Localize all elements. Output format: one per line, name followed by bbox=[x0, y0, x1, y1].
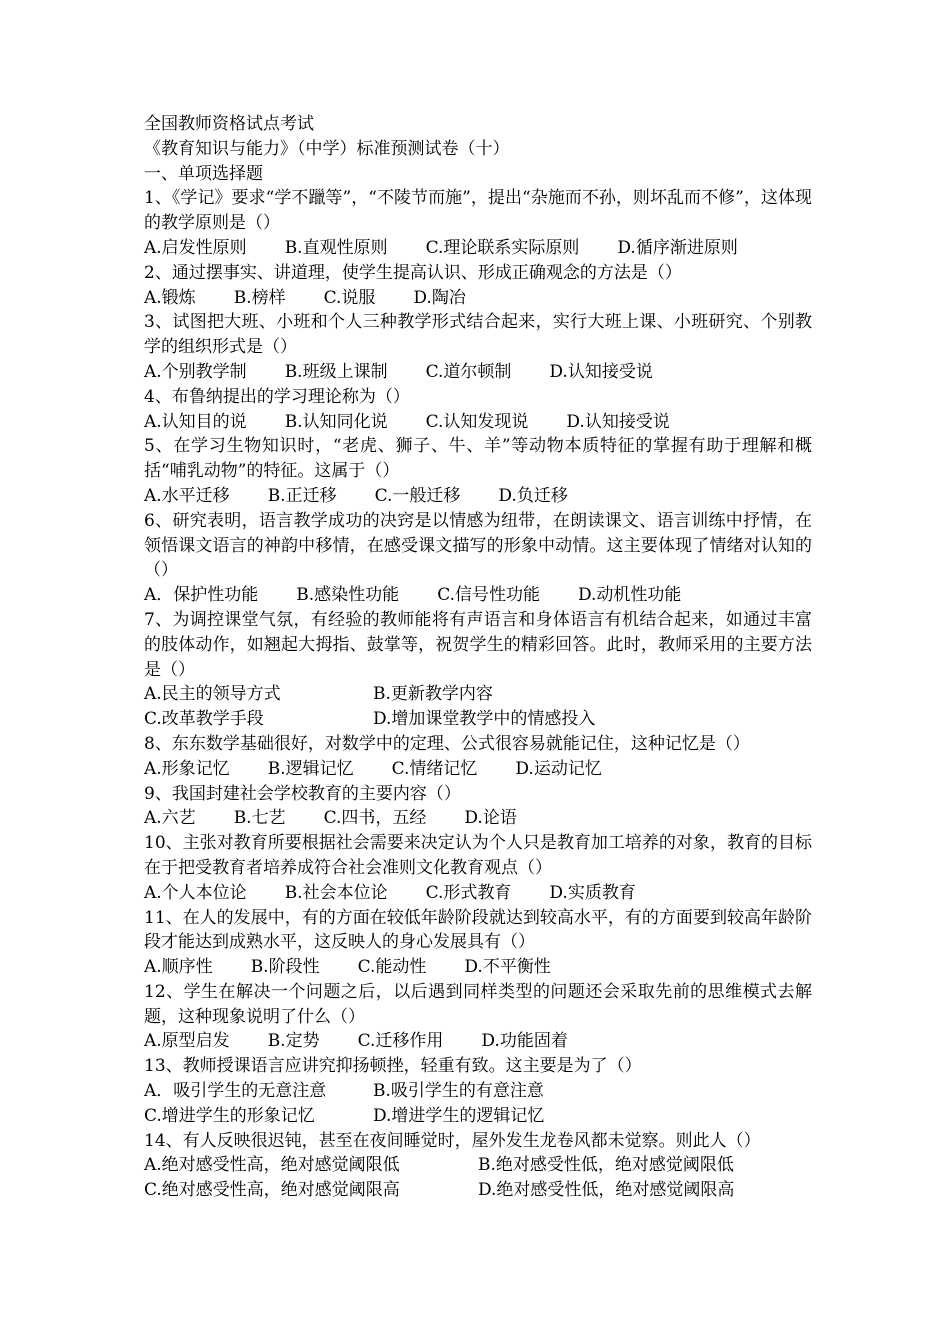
option-d: D.认知接受说 bbox=[549, 361, 653, 382]
option-b: B.直观性原则 bbox=[284, 237, 388, 258]
option-c: C.一般迁移 bbox=[374, 485, 461, 506]
question-4-options bbox=[144, 410, 812, 435]
option-b: B.认知同化说 bbox=[284, 411, 388, 432]
question-2-stem: 2、通过摆事实、讲道理，使学生提高认识、形成正确观念的方法是（） bbox=[144, 262, 682, 283]
question-11-options bbox=[144, 955, 812, 980]
option-d: D.不平衡性 bbox=[464, 957, 551, 978]
question-10-options bbox=[144, 881, 812, 906]
question-12-stem: 12、学生在解决一个问题之后，以后遇到同样类型的问题还会采取先前的思维模式去解题，这种现象说明了什么（） bbox=[144, 981, 812, 1027]
question-14-options-row-1 bbox=[144, 1153, 812, 1178]
option-c: C.认知发现说 bbox=[425, 411, 529, 432]
question-9-stem: 9、我国封建社会学校教育的主要内容（） bbox=[144, 783, 461, 804]
option-b: B.绝对感受性低，绝对感觉阈限低 bbox=[478, 1155, 734, 1176]
option-c: C.说服 bbox=[323, 287, 376, 308]
option-a: A．保护性功能 bbox=[144, 585, 259, 606]
option-d: D.运动记忆 bbox=[515, 758, 602, 779]
option-b: B.班级上课制 bbox=[284, 361, 388, 382]
question-9-options bbox=[144, 806, 812, 831]
option-b: B.感染性功能 bbox=[296, 585, 400, 606]
question-8-stem: 8、东东数学基础很好，对数学中的定理、公式很容易就能记住，这种记忆是（） bbox=[144, 733, 750, 754]
option-b: B.社会本位论 bbox=[284, 882, 388, 903]
option-a: A.民主的领导方式 bbox=[144, 684, 281, 705]
option-c: C.情绪记忆 bbox=[391, 758, 478, 779]
option-c: C.理论联系实际原则 bbox=[425, 237, 580, 258]
option-a: A.水平迁移 bbox=[144, 485, 230, 506]
option-b: B.吸引学生的有意注意 bbox=[373, 1081, 544, 1102]
option-b: B.定势 bbox=[267, 1031, 320, 1052]
option-a: A.个别教学制 bbox=[144, 361, 247, 382]
question-13-stem: 13、教师授课语言应讲究抑扬顿挫，轻重有致。这主要是为了（） bbox=[144, 1056, 642, 1077]
option-c: C.能动性 bbox=[357, 957, 427, 978]
question-14-options-row-2 bbox=[144, 1178, 812, 1203]
question-10-stem: 10、主张对教育所要根据社会需要来决定认为个人只是教育加工培养的对象，教育的目标在于把受教育者培养成符合社会准则文化教育观点（） bbox=[144, 833, 812, 878]
option-c: C.四书，五经 bbox=[323, 808, 427, 829]
question-12-options bbox=[144, 1029, 812, 1054]
option-a: A.形象记忆 bbox=[144, 758, 230, 779]
question-5-stem: 5、在学习生物知识时，“老虎、狮子、牛、羊”等动物本质特征的掌握有助于理解和概括“哺乳动物”的特征。这属于（） bbox=[144, 436, 812, 482]
option-d: D.论语 bbox=[464, 808, 517, 829]
option-c: C.形式教育 bbox=[425, 882, 512, 903]
question-3-options bbox=[144, 360, 812, 385]
option-d: D.功能固着 bbox=[481, 1031, 568, 1052]
question-7-options-row-2 bbox=[144, 707, 812, 732]
option-a: A.顺序性 bbox=[144, 957, 213, 978]
question-11-stem: 11、在人的发展中，有的方面在较低年龄阶段就达到较高水平，有的方面要到较高年龄阶段才能达到成熟水平，这反映人的身心发展具有（） bbox=[144, 907, 812, 953]
option-a: A.六艺 bbox=[144, 808, 196, 829]
option-d: D.增进学生的逻辑记忆 bbox=[373, 1105, 545, 1126]
question-5-options bbox=[144, 484, 812, 509]
exam-title: 全国教师资格试点考试 bbox=[144, 114, 314, 134]
option-a: A.原型启发 bbox=[144, 1031, 230, 1052]
question-14-stem: 14、有人反映很迟钝，甚至在夜间睡觉时，屋外发生龙卷风都未觉察。则此人（） bbox=[144, 1130, 761, 1151]
question-13-options-row-1 bbox=[144, 1079, 812, 1104]
option-b: B.逻辑记忆 bbox=[267, 758, 354, 779]
option-c: C.道尔顿制 bbox=[425, 361, 512, 382]
question-13-options-row-2 bbox=[144, 1104, 812, 1129]
option-d: D.认知接受说 bbox=[566, 411, 670, 432]
question-1-options bbox=[144, 236, 812, 261]
option-a: A．吸引学生的无意注意 bbox=[144, 1081, 327, 1102]
option-b: B.更新教学内容 bbox=[373, 684, 493, 705]
option-a: A.启发性原则 bbox=[144, 237, 247, 258]
section-heading: 一、单项选择题 bbox=[144, 163, 263, 184]
question-8-options bbox=[144, 757, 812, 782]
option-b: B.正迁移 bbox=[267, 485, 337, 506]
option-a: A.个人本位论 bbox=[144, 882, 247, 903]
option-b: B.榜样 bbox=[233, 287, 286, 308]
option-c: C.增进学生的形象记忆 bbox=[144, 1105, 315, 1126]
option-c: C.绝对感受性高，绝对感觉阈限高 bbox=[144, 1180, 400, 1201]
option-d: D.绝对感受性低，绝对感觉阈限高 bbox=[478, 1180, 735, 1201]
question-7-stem: 7、为调控课堂气氛，有经验的教师能将有声语言和身体语言有机结合起来，如通过丰富的肢体动作，如翘起大拇指、鼓掌等，祝贺学生的精彩回答。此时，教师采用的主要方法是（） bbox=[144, 609, 812, 680]
option-c: C.信号性功能 bbox=[437, 585, 540, 606]
question-1-stem: 1、《学记》要求“学不躐等”，“不陵节而施”，提出“杂施而不孙，则坏乱而不修”，这体现的教学原则是（） bbox=[144, 188, 812, 234]
option-b: B.阶段性 bbox=[250, 957, 320, 978]
option-d: D.循序渐进原则 bbox=[617, 237, 738, 258]
option-b: B.七艺 bbox=[233, 808, 286, 829]
option-a: A.认知目的说 bbox=[144, 411, 247, 432]
question-4-stem: 4、布鲁纳提出的学习理论称为（） bbox=[144, 386, 410, 407]
option-c: C.迁移作用 bbox=[357, 1031, 444, 1052]
option-d: D.增加课堂教学中的情感投入 bbox=[373, 709, 596, 730]
paper-title: 《教育知识与能力》（中学）标准预测试卷（十） bbox=[144, 138, 510, 159]
option-d: D.负迁移 bbox=[498, 485, 568, 506]
question-7-options-row-1 bbox=[144, 682, 812, 707]
option-a: A.锻炼 bbox=[144, 287, 196, 308]
option-d: D.实质教育 bbox=[549, 882, 636, 903]
question-3-stem: 3、试图把大班、小班和个人三种教学形式结合起来，实行大班上课、小班研究、个别教学的组织形式是（） bbox=[144, 312, 812, 358]
option-a: A.绝对感受性高，绝对感觉阈限低 bbox=[144, 1155, 400, 1176]
option-d: D.陶冶 bbox=[413, 287, 466, 308]
question-2-options bbox=[144, 286, 812, 311]
document-page bbox=[144, 112, 812, 1203]
option-d: D.动机性功能 bbox=[578, 585, 682, 606]
option-c: C.改革教学手段 bbox=[144, 709, 264, 730]
question-6-stem: 6、研究表明，语言教学成功的决窍是以情感为纽带，在朗读课文、语言训练中抒情，在领悟课文语言的神韵中移情，在感受课文描写的形象中动情。这主要体现了情绪对认知的（） bbox=[144, 510, 812, 581]
question-6-options bbox=[144, 583, 812, 608]
